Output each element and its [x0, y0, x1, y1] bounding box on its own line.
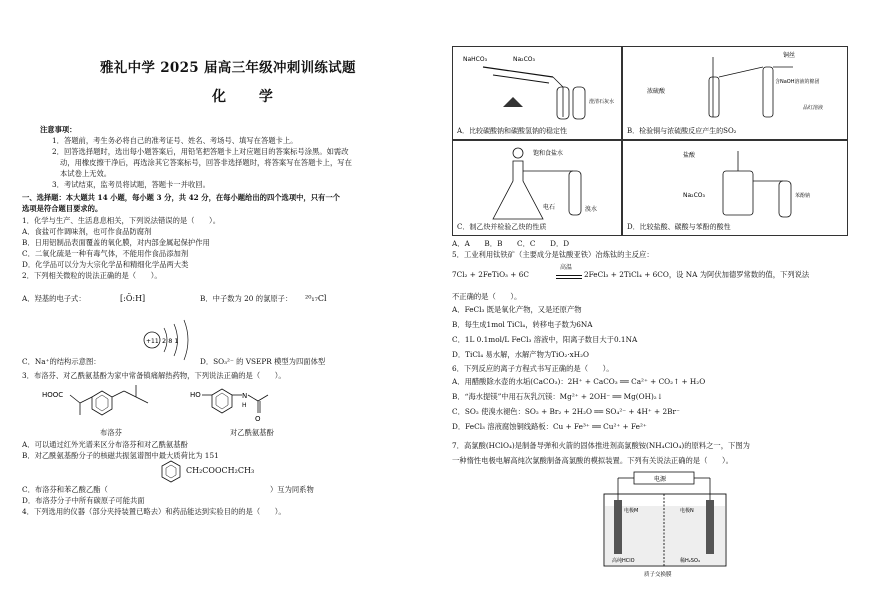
shell-electrons: 2 8 1: [162, 337, 179, 345]
sodium-ion-structure-diagram: [140, 316, 204, 362]
solution-h2so4: 稀H₂SO₄: [680, 558, 700, 564]
subject-title: 化 学: [212, 89, 287, 105]
q7-stem-2: 一种惰性电极电解高纯次氯酸制备高氯酸的模拟装置。下列有关说法正确的是（ ）。: [452, 456, 733, 465]
q6-option-c: C．SO₂ 使溴水褪色：SO₂ + Br₂ + 2H₂O ══ SO₄²⁻ + 4H⁺ + 2Br⁻: [452, 407, 680, 416]
q2-option-b: B．中子数为 20 的氯原子：: [200, 294, 293, 303]
q4-apparatus-grid: [452, 46, 848, 236]
note-1: 1．答题前，考生务必将自己的准考证号、姓名、考场号、填写在答题卡上。: [52, 136, 298, 145]
electrode-m: [614, 500, 622, 554]
q5-option-c: C．1L 0.1mol/L FeCl₃ 溶液中，阳离子数目大于0.1NA: [452, 335, 638, 344]
note-2-cont2: 本试卷上无效。: [60, 169, 112, 178]
electrode-n-label: 电极N: [680, 508, 694, 514]
q2-hydroxyl-formula: [:Ö:H]: [120, 294, 146, 303]
q1-option-a: A．食盐可作调味剂，也可作食品防腐剂: [22, 227, 152, 236]
apparatus-b-drawing: [623, 47, 847, 127]
note-2: 2．回答选择题时，选出每小题答案后，用铅笔把答题卡上对应题目的答案标号涂黑。如需改: [52, 147, 349, 156]
lbl-limewater: 澄清石灰水: [589, 99, 615, 105]
caption-b: B．检验铜与浓硫酸反应产生的SO₂: [627, 127, 737, 135]
equilibrium-arrow: [556, 275, 582, 279]
q5-equation: 7Cl₂ + 2FeTiO₃ + 6C: [452, 270, 529, 279]
lbl-naoh-cotton: 含NaOH溶液的棉团: [775, 79, 820, 85]
q2-option-a: A．羟基的电子式：: [22, 294, 86, 303]
amide-n-label: N: [242, 392, 248, 400]
paracetamol-structure: [188, 383, 318, 431]
carbonyl-o-label: O: [255, 415, 261, 423]
ibuprofen-label: 布洛芬: [100, 428, 122, 437]
q3-option-a: A．可以通过红外光谱来区分布洛芬和对乙酰氨基酚: [22, 440, 188, 449]
lbl-copper-wire: 铜丝: [783, 52, 796, 59]
amide-h-label: H: [242, 402, 247, 409]
q5-equation-2: 2FeCl₃ + 2TiCl₄ + 6CO，设 NA 为阿伏加德罗常数的值，下列说法: [584, 270, 810, 279]
lbl-d-na2co3: Na₂CO₃: [683, 192, 705, 199]
q6-stem: 6．下列反应的离子方程式书写正确的是（ ）。: [452, 364, 614, 373]
q3-option-c-tail: ）互为同系物: [270, 485, 314, 494]
q2-option-c: C．Na⁺的结构示意图：: [22, 357, 101, 366]
q2-chlorine-formula: ²⁰₁₇Cl: [305, 294, 327, 303]
hydroxy-label: HO: [190, 391, 201, 399]
q5-stem: 5．工业利用钛铁矿（主要成分是钛酸亚铁）冶炼钛的主反应：: [452, 250, 654, 259]
lbl-conc-sulfuric: 浓硫酸: [647, 88, 666, 95]
q4-stem: 4．下列选用的仪器（部分夹持装置已略去）和药品能达到实验目的的是（ ）。: [22, 507, 286, 516]
apparatus-a-drawing: [453, 47, 621, 127]
q5-option-a: A．FeCl₃ 既是氧化产物，又是还原产物: [452, 305, 582, 314]
note-3: 3．考试结束，监考员将试题，答题卡一并收回。: [52, 180, 210, 189]
q1-option-c: C．二氧化硫是一种有毒气体，不能用作食品添加剂: [22, 249, 189, 258]
exam-title: 雅礼中学 2025 届高三年级冲刺训练试题: [100, 60, 356, 76]
power-label: 电源: [654, 476, 667, 483]
nucleus-label: +11: [146, 338, 159, 345]
electrode-m-label: 电极M: [624, 508, 639, 514]
q6-option-b: B．“海水提镁”中用石灰乳沉镁：Mg²⁺ + 2OH⁻ ══ Mg(OH)₂↓: [452, 392, 663, 401]
section-heading: 一、选择题：本大题共 14 小题，每小题 3 分，共 42 分，在每小题给出的四个选项中，只有一个: [22, 193, 340, 202]
lbl-calcium-carbide: 电石: [543, 204, 556, 211]
q7-stem: 7．高氯酸(HClO₄)是制备导弹和火箭的固体推进剂高氯酸铵(NH₄ClO₄)的原料之一，下图为: [452, 441, 750, 450]
paracetamol-label: 对乙酰氨基酚: [230, 428, 274, 437]
q1-stem: 1．化学与生产、生活息息相关，下列说法错误的是（ ）。: [22, 216, 221, 225]
apparatus-d-drawing: [623, 141, 847, 223]
q3-option-b: B．对乙酰氨基酚分子的核磁共振氢谱图中最大质荷比为 151: [22, 451, 219, 460]
ibuprofen-structure: [40, 383, 170, 431]
solution-hclo: 高纯HClO: [612, 558, 635, 564]
q3-option-d: D．布洛芬分子中所有碳原子可能共面: [22, 496, 145, 505]
q5-condition: 高温: [560, 264, 573, 271]
q5-option-b: B．每生成1mol TiCl₄，转移电子数为6NA: [452, 320, 593, 329]
electrolysis-apparatus: [600, 470, 730, 580]
notes-heading: 注意事项：: [40, 125, 77, 134]
electrode-n: [706, 500, 714, 554]
apparatus-c-drawing: [453, 141, 621, 223]
section-heading-cont: 选项是符合题目要求的。: [22, 204, 103, 213]
lbl-nahco3: NaHCO₃: [463, 56, 487, 63]
q5-stem-2: 不正确的是（ ）。: [452, 292, 522, 301]
apparatus-c: [452, 140, 622, 236]
membrane-label: 质子交换膜: [644, 572, 672, 578]
apparatus-b: [622, 46, 848, 140]
caption-a: A．比较碳酸钠和碳酸氢钠的稳定性: [457, 127, 568, 135]
lbl-brine: 饱和食盐水: [533, 150, 564, 157]
q4-options: A．A B．B C．C D．D: [452, 239, 570, 248]
q3-stem: 3．布洛芬、对乙酰氨基酚为家中常备镇痛解热药物，下列说法正确的是（ ）。: [22, 371, 286, 380]
apparatus-d: [622, 140, 848, 236]
caption-d: D．比较盐酸、碳酸与苯酚的酸性: [627, 223, 731, 231]
q3-option-c: C．布洛芬和苯乙酸乙酯（: [22, 485, 108, 494]
lbl-magenta: 品红溶液: [803, 105, 824, 111]
q2-option-d: D．SO₃²⁻ 的 VSEPR 模型为四面体型: [200, 357, 326, 366]
lbl-hydrochloric: 盐酸: [683, 152, 696, 159]
lbl-bromine-water: 溴水: [585, 206, 598, 213]
q5-option-d: D．TiCl₄ 易水解，水解产物为TiO₂·xH₂O: [452, 350, 589, 359]
lbl-sodium-phenoxide: 苯酚钠: [795, 193, 811, 199]
note-2-cont: 动，用橡皮擦干净后，再选涂其它答案标号，回答非选择题时，将答案写在答题卡上，写在: [60, 158, 352, 167]
caption-c: C．制乙炔并检验乙炔的性质: [457, 223, 547, 231]
carboxyl-label: HOOC: [42, 391, 64, 399]
q1-option-d: D．化学品可以分为大宗化学品和精细化学品两大类: [22, 260, 189, 269]
q6-option-d: D．FeCl₃ 溶液腐蚀铜线路板：Cu + Fe³⁺ ══ Cu²⁺ + Fe²⁺: [452, 422, 647, 431]
lbl-na2co3: Na₂CO₃: [513, 56, 535, 63]
ethyl-phenylacetate-group: CH₂COOCH₂CH₃: [186, 466, 255, 475]
apparatus-a: [452, 46, 622, 140]
q1-option-b: B．日用铝制品表面覆盖的氧化膜，对内部金属起保护作用: [22, 238, 210, 247]
q2-stem: 2．下列相关微粒的说法正确的是（ ）。: [22, 271, 162, 280]
benzene-ring-icon: [156, 460, 186, 486]
q6-option-a: A．用醋酸除水壶的水垢(CaCO₃)：2H⁺ + CaCO₃ ══ Ca²⁺ + CO₂↑ + H₂O: [452, 377, 706, 386]
